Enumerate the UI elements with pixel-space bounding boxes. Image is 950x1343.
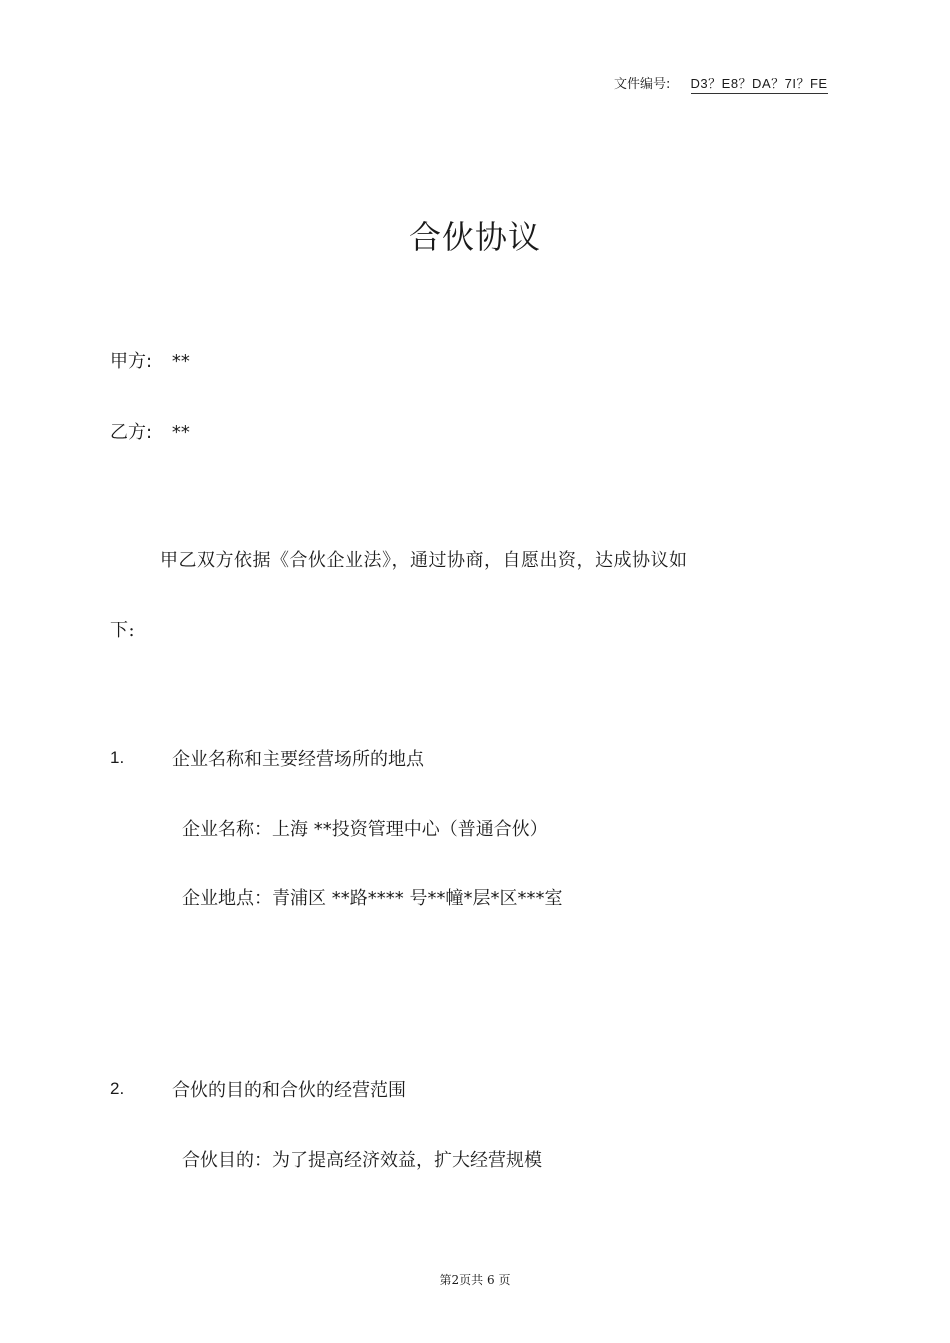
party-b-value: ** [171,422,190,443]
party-b-label: 乙方: [110,422,153,443]
section-1-number: 1. [110,748,125,767]
section-2-number: 2. [110,1079,125,1098]
party-a-value: ** [171,351,190,372]
file-number-value: D3？E8？DA？7I？FE [691,73,828,94]
section-1-line-2: 企业地点：青浦区 **路**** 号**幢*层*区***室 [182,888,563,909]
file-number-label: 文件编号: [614,77,671,92]
party-b [110,418,190,444]
page-footer: 第2页共 6 页 [439,1273,511,1287]
document-title: 合伙协议 [408,218,541,256]
section-2-line-1: 合伙目的：为了提高经济效益，扩大经营规模 [182,1150,542,1171]
file-number [614,73,828,94]
party-a [110,347,190,373]
section-1-title: 企业名称和主要经营场所的地点 [172,749,424,770]
intro-line-1: 甲乙双方依据《合伙企业法》，通过协商，自愿出资，达成协议如 [160,550,688,571]
intro-line-2: 下: [110,620,136,641]
party-a-label: 甲方: [110,351,153,372]
section-2-title: 合伙的目的和合伙的经营范围 [172,1080,406,1101]
section-1-line-1: 企业名称：上海 **投资管理中心（普通合伙） [182,819,548,840]
